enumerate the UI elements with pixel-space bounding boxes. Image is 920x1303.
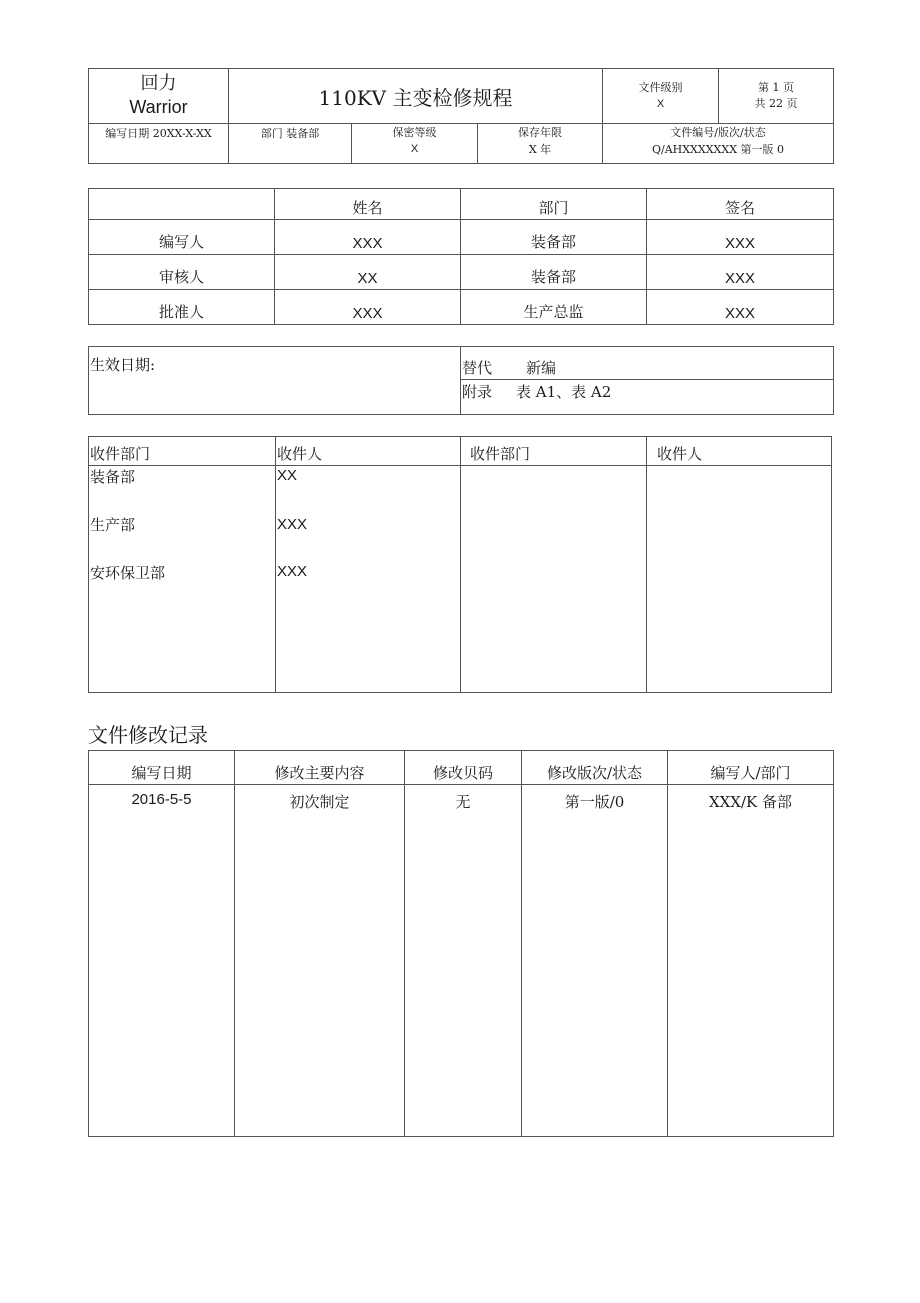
revision-content: 初次制定 [235, 785, 405, 1137]
recipient-person: XX [277, 467, 298, 484]
column-header [89, 189, 275, 220]
document-header [88, 68, 833, 164]
replace-cell [461, 347, 834, 380]
write-date: 编写日期 20XX-X-XX [89, 124, 229, 164]
secrecy-cell [352, 124, 478, 164]
column-header: 修改主要内容 [235, 751, 405, 785]
signature-cell: XXX [647, 290, 834, 325]
revision-author: XXX/K 备部 [668, 785, 834, 1137]
recipient-person: XXX [277, 516, 308, 533]
column-header: 收件人 [277, 445, 323, 463]
column-header: 修改版次/状态 [522, 751, 668, 785]
appendix-cell [461, 379, 834, 414]
approval-table [88, 188, 833, 325]
appendix-value: 表 A1、表 A2 [516, 382, 612, 401]
department: 部门 装备部 [229, 124, 352, 164]
name-cell: XXX [275, 220, 461, 255]
column-header: 签名 [647, 189, 834, 220]
dept-cell: 装备部 [461, 220, 647, 255]
table-row [89, 255, 834, 290]
table-header-row [89, 189, 834, 220]
recipient-dept: 装备部 [90, 468, 136, 486]
revision-record-title: 文件修改记录 [88, 723, 208, 747]
column-header: 编写日期 [89, 751, 235, 785]
revision-version: 第一版/0 [522, 785, 668, 1137]
revision-page: 无 [405, 785, 522, 1137]
revision-date: 2016-5-5 [89, 785, 235, 1137]
secrecy-value: X [410, 143, 419, 155]
dept-cell: 装备部 [461, 255, 647, 290]
replace-label: 替代 [462, 358, 493, 377]
column-header: 收件部门 [90, 445, 151, 463]
appendix-label: 附录 [462, 382, 493, 401]
dept-cell: 生产总监 [461, 290, 647, 325]
recipient-dept: 生产部 [90, 516, 136, 534]
role-cell: 编写人 [89, 220, 275, 255]
effective-date: 生效日期: [89, 347, 461, 415]
table-row [89, 290, 834, 325]
table-row [89, 220, 834, 255]
effective-info-table [88, 346, 833, 415]
revision-record-table [88, 750, 833, 1137]
signature-cell: XXX [647, 220, 834, 255]
file-level-value: X [656, 98, 665, 110]
replace-value: 新编 [526, 358, 557, 377]
file-level-label: 文件级别 [638, 81, 683, 94]
column-header: 姓名 [275, 189, 461, 220]
role-cell: 批准人 [89, 290, 275, 325]
column-header: 部门 [461, 189, 647, 220]
logo-chinese: 回力 [140, 73, 177, 94]
signature-cell: XXX [647, 255, 834, 290]
retention-label: 保存年限 [518, 126, 562, 139]
company-logo [89, 69, 229, 124]
table-row [89, 785, 834, 1137]
page-number-cell [719, 69, 834, 124]
document-number-value: Q/AHXXXXXXX 第一版 0 [651, 143, 785, 156]
file-level-cell [603, 69, 719, 124]
page-total: 共 22 页 [754, 97, 798, 110]
document-number-label: 文件编号/版次/状态 [670, 126, 766, 139]
name-cell: XX [275, 255, 461, 290]
column-header: 收件人 [657, 445, 703, 463]
recipient-person: XXX [277, 563, 308, 580]
retention-cell [478, 124, 603, 164]
distribution-table [88, 436, 832, 693]
logo-english: Warrior [129, 97, 188, 117]
table-header-row [89, 751, 834, 785]
role-cell: 审核人 [89, 255, 275, 290]
column-header: 修改贝码 [405, 751, 522, 785]
document-number-cell [603, 124, 834, 164]
column-header: 收件部门 [470, 445, 531, 463]
document-title: 110KV 主变检修规程 [229, 69, 603, 124]
name-cell: XXX [275, 290, 461, 325]
column-header: 编写人/部门 [668, 751, 834, 785]
secrecy-label: 保密等级 [392, 126, 437, 139]
retention-value: X 年 [528, 143, 552, 156]
recipient-dept: 安环保卫部 [90, 564, 166, 582]
page-current: 第 1 页 [758, 81, 795, 94]
